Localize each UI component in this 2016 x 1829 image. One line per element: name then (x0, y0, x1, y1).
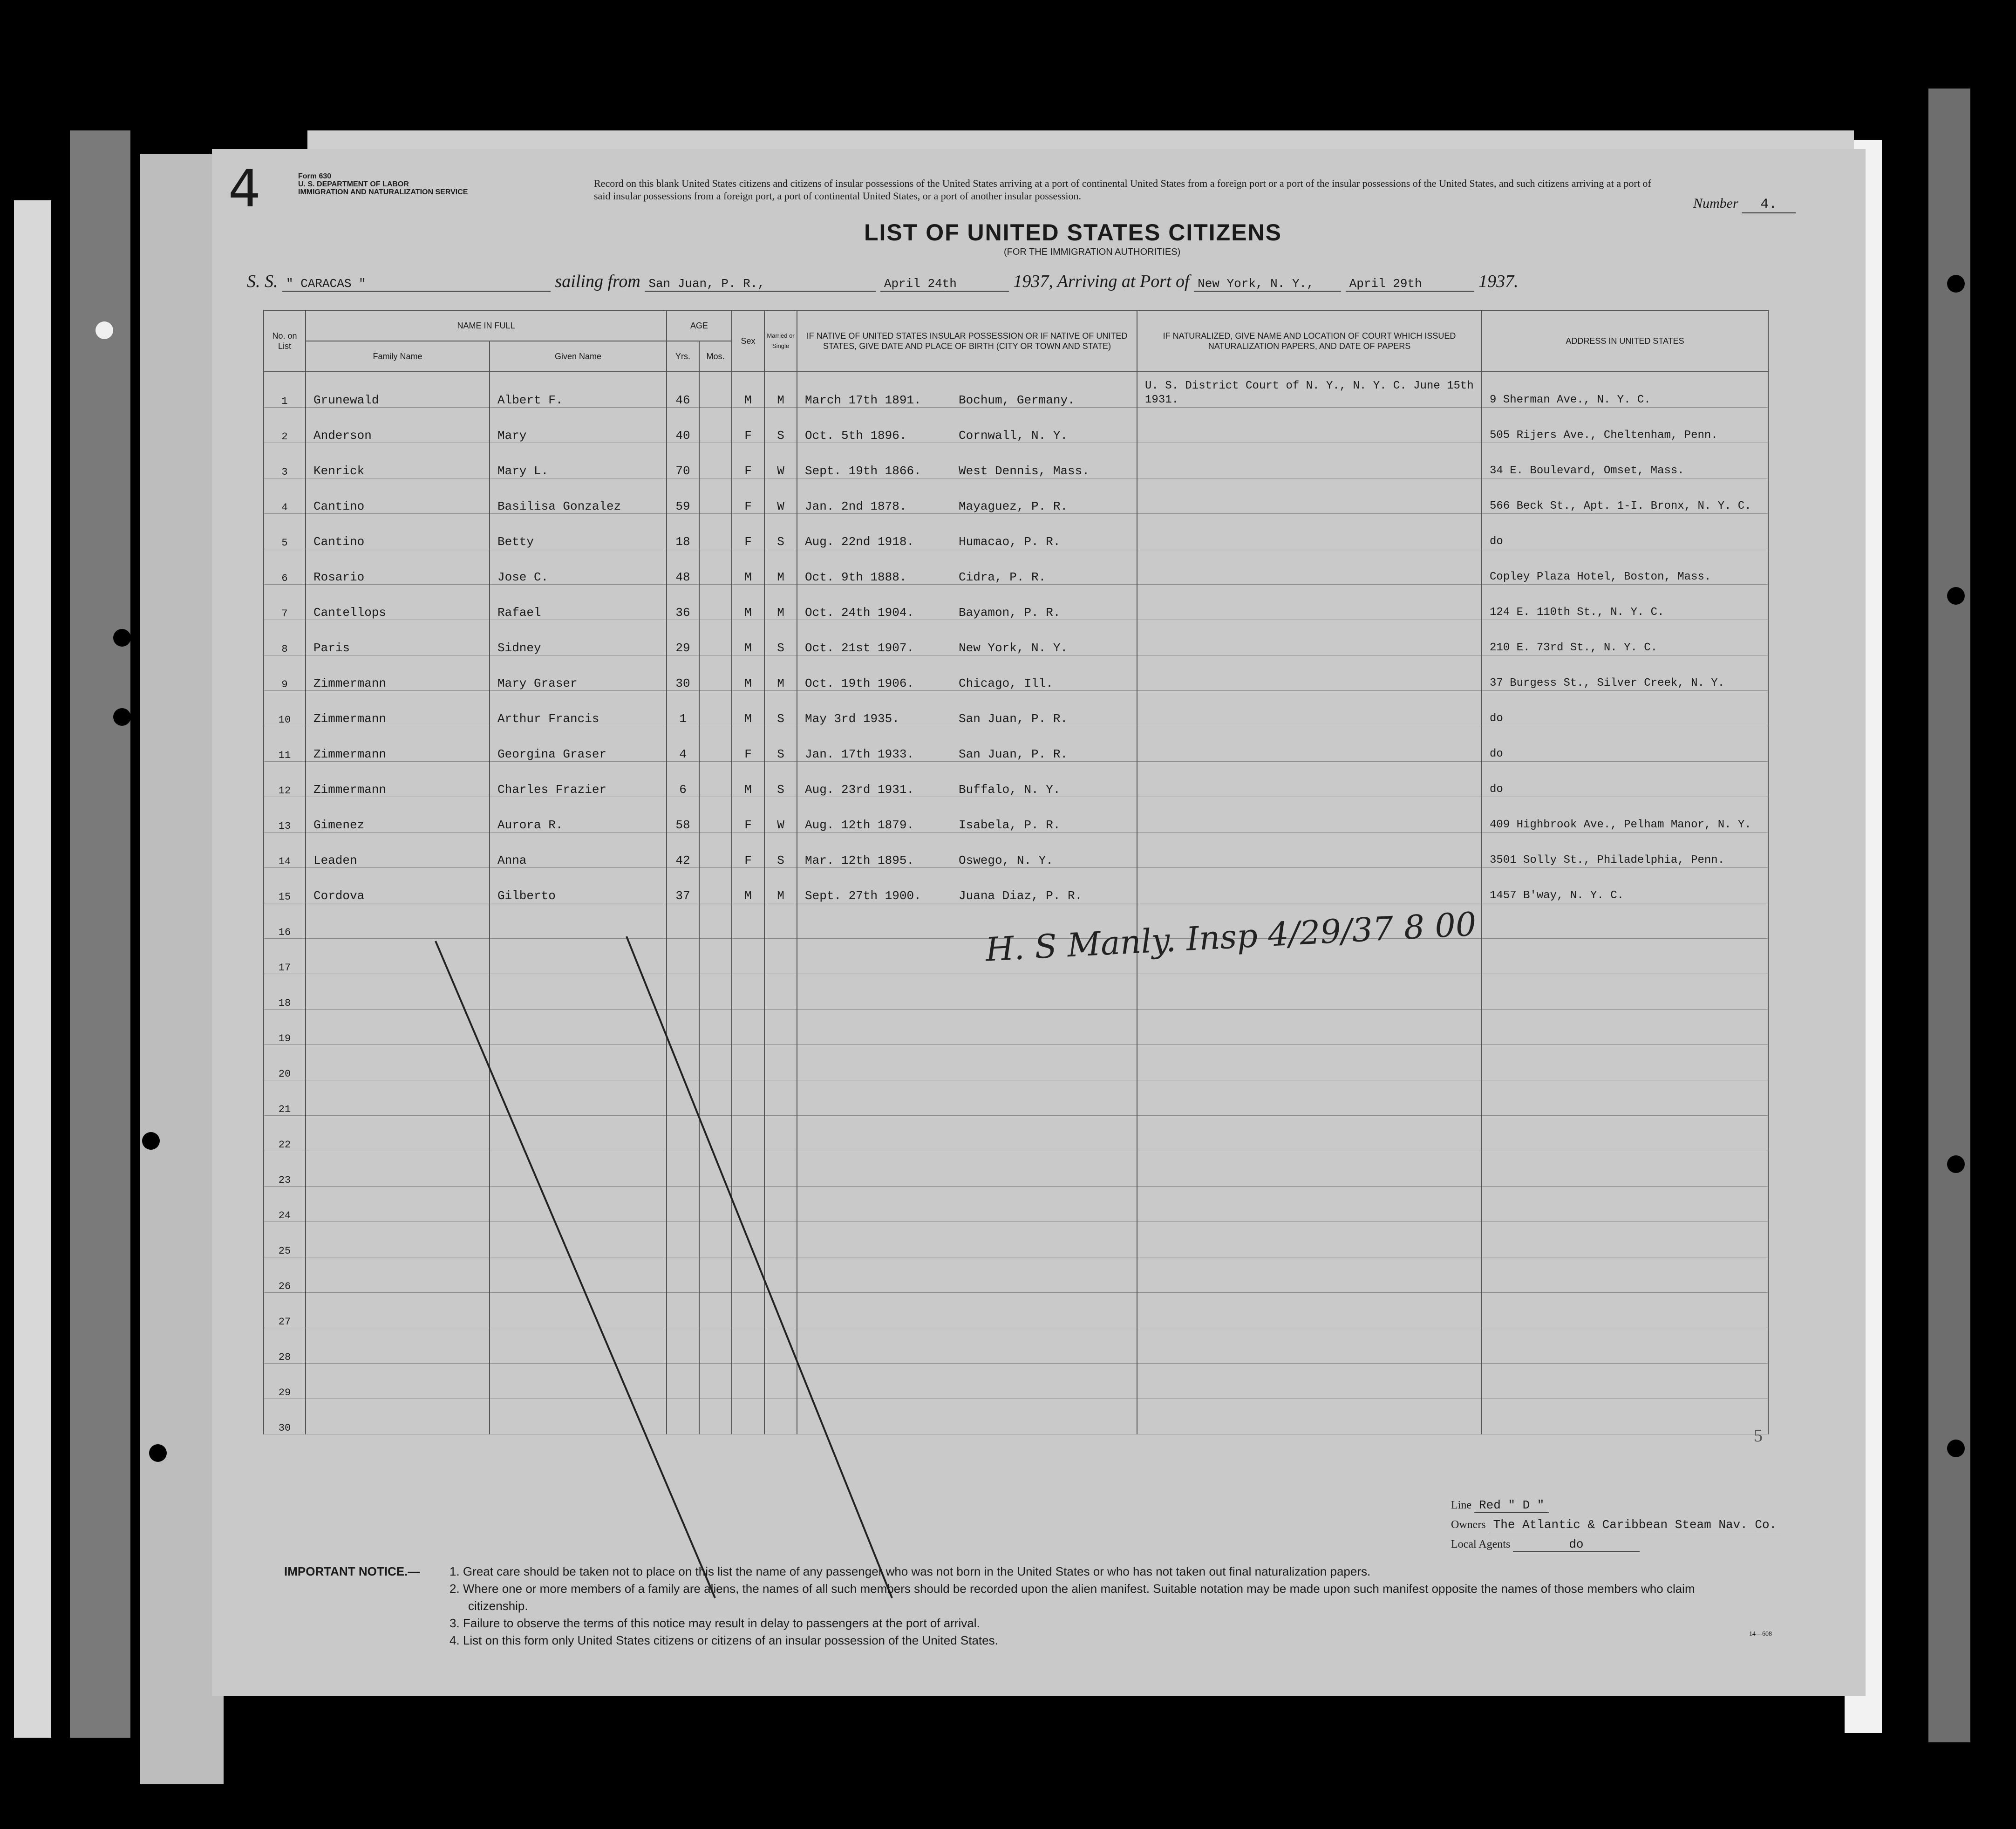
col-naturalized: IF NATURALIZED, GIVE NAME AND LOCATION OF COURT WHICH ISSUED NATURALIZATION PAPERS, AND DATE OF PAPERS (1137, 310, 1482, 372)
birth-place: Bochum, Germany. (959, 393, 1075, 407)
col-mos: Mos. (699, 341, 732, 372)
cell-no: 30 (264, 1399, 306, 1434)
cell-no: 24 (264, 1187, 306, 1222)
notice-item: 2. Where one or more members of a family are aliens, the names of all such members should be recorded upon the alien manifest. Suitable notation may be made upon such manifest opposite the names of those members who claim citizenship. (450, 1582, 1695, 1613)
owners-label: Owners (1451, 1519, 1486, 1531)
cell-no: 7 (264, 585, 306, 620)
cancel-stroke (436, 941, 715, 1598)
from-port: San Juan, P. R., (645, 277, 876, 292)
cell-ms: S (764, 726, 797, 762)
birth-place: Bayamon, P. R. (959, 606, 1061, 620)
birth-date: Oct. 19th 1906. (805, 676, 914, 690)
cell-no: 10 (264, 691, 306, 726)
cell-given: Rafael (490, 585, 667, 620)
arrive-year: 1937. (1478, 272, 1519, 291)
punch-hole (95, 321, 113, 339)
cell-sex: F (732, 797, 764, 833)
cell-ms: M (764, 372, 797, 408)
cell-yrs: 48 (667, 549, 699, 585)
cell-address: 124 E. 110th St., N. Y. C. (1482, 585, 1768, 620)
punch-hole (1947, 1155, 1965, 1173)
cell-address: 3501 Solly St., Philadelphia, Penn. (1482, 833, 1768, 868)
cell-no: 22 (264, 1116, 306, 1151)
cell-ms: S (764, 691, 797, 726)
birth-place: Mayaguez, P. R. (959, 499, 1068, 513)
col-married: Married or Single (764, 310, 797, 372)
cell-ms: M (764, 549, 797, 585)
cell-sex: F (732, 514, 764, 549)
notice-item: 3. Failure to observe the terms of this notice may result in delay to passengers at the port of arrival. (450, 1616, 980, 1630)
cell-address: 505 Rijers Ave., Cheltenham, Penn. (1482, 408, 1768, 443)
cell-ms: W (764, 797, 797, 833)
backing-sheet-right (1928, 89, 1970, 1742)
cell-address: 210 E. 73rd St., N. Y. C. (1482, 620, 1768, 655)
cell-family: Cantellops (306, 585, 490, 620)
birth-place: Buffalo, N. Y. (959, 783, 1061, 797)
cell-ms: S (764, 620, 797, 655)
birth-place: West Dennis, Mass. (959, 464, 1090, 478)
cell-address: do (1482, 726, 1768, 762)
cell-sex: M (732, 691, 764, 726)
cell-address: 409 Highbrook Ave., Pelham Manor, N. Y. (1482, 797, 1768, 833)
col-sex: Sex (732, 310, 764, 372)
ship-name: " CARACAS " (282, 277, 551, 292)
punch-hole (113, 708, 131, 726)
cell-address: 34 E. Boulevard, Omset, Mass. (1482, 443, 1768, 478)
arrive-port: New York, N. Y., (1194, 277, 1341, 292)
form-number: Form 630 (298, 172, 332, 180)
form-ref: 14—608 (1749, 1631, 1772, 1638)
birth-date: Aug. 12th 1879. (805, 818, 914, 832)
birth-date: Oct. 5th 1896. (805, 429, 907, 443)
cell-no: 25 (264, 1222, 306, 1257)
cell-given: Georgina Graser (490, 726, 667, 762)
cell-family: Leaden (306, 833, 490, 868)
cell-yrs: 59 (667, 478, 699, 514)
cell-no: 13 (264, 797, 306, 833)
cell-yrs: 36 (667, 585, 699, 620)
cell-sex: M (732, 620, 764, 655)
cell-sex: F (732, 408, 764, 443)
cell-sex: M (732, 868, 764, 903)
cancel-stroke (627, 936, 892, 1598)
cell-family: Zimmermann (306, 655, 490, 691)
number-label: Number (1693, 196, 1738, 211)
cell-family: Cantino (306, 478, 490, 514)
cell-address: Copley Plaza Hotel, Boston, Mass. (1482, 549, 1768, 585)
arriving-label: , Arriving at Port of (1049, 272, 1190, 291)
cell-address: do (1482, 691, 1768, 726)
birth-place: Chicago, Ill. (959, 676, 1053, 690)
punch-hole (149, 1444, 167, 1462)
cell-given: Arthur Francis (490, 691, 667, 726)
punch-hole (113, 629, 131, 647)
cell-family: Cantino (306, 514, 490, 549)
cell-no: 5 (264, 514, 306, 549)
cell-sex: M (732, 762, 764, 797)
depart-date: April 24th (880, 277, 1009, 292)
cell-ms: S (764, 833, 797, 868)
cell-no: 23 (264, 1151, 306, 1187)
page-number: 5 (1754, 1426, 1763, 1446)
punch-hole (142, 1132, 160, 1150)
cell-yrs: 58 (667, 797, 699, 833)
cell-yrs: 1 (667, 691, 699, 726)
birth-date: Oct. 9th 1888. (805, 570, 907, 584)
service: IMMIGRATION AND NATURALIZATION SERVICE (298, 188, 468, 196)
cell-no: 3 (264, 443, 306, 478)
cell-yrs: 4 (667, 726, 699, 762)
backing-sheet-gray (70, 130, 130, 1738)
birth-place: Juana Diaz, P. R. (959, 889, 1083, 903)
cell-no: 11 (264, 726, 306, 762)
form-title: LIST OF UNITED STATES CITIZENS (864, 219, 1282, 246)
cell-sex: M (732, 549, 764, 585)
birth-place: Humacao, P. R. (959, 535, 1061, 549)
cell-sex: F (732, 478, 764, 514)
birth-date: March 17th 1891. (805, 393, 921, 407)
cell-yrs: 70 (667, 443, 699, 478)
cell-given: Basilisa Gonzalez (490, 478, 667, 514)
cell-given: Anna (490, 833, 667, 868)
inspector-signature: H. S Manly. Insp 4/29/37 8 00 (984, 905, 1478, 969)
cell-address: do (1482, 514, 1768, 549)
birth-date: Aug. 22nd 1918. (805, 535, 914, 549)
notice-label: IMPORTANT NOTICE.— (284, 1564, 420, 1578)
birth-date: Oct. 24th 1904. (805, 606, 914, 620)
cell-yrs: 18 (667, 514, 699, 549)
cell-no: 18 (264, 974, 306, 1010)
cell-address: 1457 B'way, N. Y. C. (1482, 868, 1768, 903)
number-value: 4. (1742, 197, 1796, 213)
cell-nat: U. S. District Court of N. Y., N. Y. C. June 15th 1931. (1137, 372, 1482, 408)
cell-given: Mary (490, 408, 667, 443)
backing-sheet-light (140, 154, 224, 1784)
cell-given: Albert F. (490, 372, 667, 408)
cell-no: 27 (264, 1293, 306, 1328)
cell-no: 4 (264, 478, 306, 514)
cell-yrs: 6 (667, 762, 699, 797)
line-value: Red " D " (1474, 1498, 1549, 1513)
cell-no: 28 (264, 1328, 306, 1364)
cell-given: Jose C. (490, 549, 667, 585)
col-age: AGE (667, 310, 732, 341)
arrive-date: April 29th (1346, 277, 1474, 292)
form-marker: 4 (228, 159, 261, 218)
cell-no: 12 (264, 762, 306, 797)
col-given: Given Name (490, 341, 667, 372)
cell-family: Cordova (306, 868, 490, 903)
cell-family: Gimenez (306, 797, 490, 833)
department: U. S. DEPARTMENT OF LABOR (298, 180, 409, 188)
agents-value: do (1513, 1537, 1639, 1552)
cell-address: 9 Sherman Ave., N. Y. C. (1482, 372, 1768, 408)
cell-address: do (1482, 762, 1768, 797)
cell-ms: M (764, 868, 797, 903)
depart-year: 1937 (1013, 272, 1049, 291)
birth-place: Cornwall, N. Y. (959, 429, 1068, 443)
cell-sex: F (732, 443, 764, 478)
col-no: No. on List (264, 310, 306, 372)
birth-place: Isabela, P. R. (959, 818, 1061, 832)
col-family: Family Name (306, 341, 490, 372)
cell-given: Mary L. (490, 443, 667, 478)
cell-family: Zimmermann (306, 691, 490, 726)
cell-ms: M (764, 585, 797, 620)
birth-date: May 3rd 1935. (805, 712, 899, 726)
cancel-strokes (212, 149, 1866, 1696)
cell-sex: M (732, 655, 764, 691)
cell-yrs: 29 (667, 620, 699, 655)
form-subtitle: (FOR THE IMMIGRATION AUTHORITIES) (1004, 247, 1181, 257)
cell-ms: W (764, 443, 797, 478)
cell-no: 29 (264, 1364, 306, 1399)
cell-no: 6 (264, 549, 306, 585)
cell-family: Kenrick (306, 443, 490, 478)
punch-hole (1947, 275, 1965, 293)
cell-given: Charles Frazier (490, 762, 667, 797)
cell-ms: S (764, 762, 797, 797)
punch-hole (1947, 587, 1965, 605)
important-notice (284, 1563, 1728, 1649)
cell-no: 9 (264, 655, 306, 691)
cell-no: 8 (264, 620, 306, 655)
cell-no: 21 (264, 1080, 306, 1116)
cell-no: 26 (264, 1257, 306, 1293)
cell-no: 15 (264, 868, 306, 903)
col-address: ADDRESS IN UNITED STATES (1482, 310, 1768, 372)
birth-date: Jan. 17th 1933. (805, 747, 914, 761)
cell-sex: F (732, 726, 764, 762)
birth-place: San Juan, P. R. (959, 712, 1068, 726)
birth-date: Mar. 12th 1895. (805, 853, 914, 867)
ss-label: S. S. (247, 272, 278, 291)
cell-no: 1 (264, 372, 306, 408)
cell-address: 566 Beck St., Apt. 1-I. Bronx, N. Y. C. (1482, 478, 1768, 514)
cell-given: Aurora R. (490, 797, 667, 833)
cell-no: 17 (264, 939, 306, 974)
cell-no: 2 (264, 408, 306, 443)
col-name-in-full: NAME IN FULL (306, 310, 667, 341)
birth-date: Oct. 21st 1907. (805, 641, 914, 655)
birth-place: San Juan, P. R. (959, 747, 1068, 761)
cell-given: Gilberto (490, 868, 667, 903)
manifest-form (212, 149, 1866, 1696)
cell-family: Zimmermann (306, 726, 490, 762)
cell-family: Zimmermann (306, 762, 490, 797)
cell-family: Grunewald (306, 372, 490, 408)
notice-item: 4. List on this form only United States citizens or citizens of an insular possession of the United States. (450, 1633, 998, 1647)
birth-place: Oswego, N. Y. (959, 853, 1053, 867)
cell-family: Paris (306, 620, 490, 655)
cell-yrs: 46 (667, 372, 699, 408)
cell-ms: S (764, 514, 797, 549)
cell-family: Anderson (306, 408, 490, 443)
form-instructions: Record on this blank United States citizens and citizens of insular possessions of the United States arriving at a port of continental United States from a foreign port or a port of the insular possessions of the United States, and such citizens arriving at a port of said insular possessions from a foreign port, a port of continental United States, or a port of another insular possession. (594, 177, 1651, 202)
cell-given: Sidney (490, 620, 667, 655)
cell-ms: W (764, 478, 797, 514)
cell-no: 14 (264, 833, 306, 868)
cell-yrs: 42 (667, 833, 699, 868)
cell-family: Rosario (306, 549, 490, 585)
col-birth: IF NATIVE OF UNITED STATES INSULAR POSSESSION OR IF NATIVE OF UNITED STATES, GIVE DATE AND PLACE OF BIRTH (CITY OR TOWN AND STATE) (797, 310, 1137, 372)
carrier-info (1451, 1495, 1781, 1554)
birth-date: Sept. 27th 1900. (805, 889, 921, 903)
cell-yrs: 37 (667, 868, 699, 903)
birth-place: New York, N. Y. (959, 641, 1068, 655)
birth-date: Sept. 19th 1866. (805, 464, 921, 478)
cell-no: 19 (264, 1010, 306, 1045)
cell-yrs: 40 (667, 408, 699, 443)
cell-given: Betty (490, 514, 667, 549)
cell-given: Mary Graser (490, 655, 667, 691)
sailing-label: sailing from (555, 272, 640, 291)
backing-sheet-left (14, 200, 51, 1738)
cell-yrs: 30 (667, 655, 699, 691)
punch-hole (1947, 1440, 1965, 1457)
cell-sex: M (732, 585, 764, 620)
col-yrs: Yrs. (667, 341, 699, 372)
cell-no: 20 (264, 1045, 306, 1080)
cell-ms: M (764, 655, 797, 691)
birth-date: Jan. 2nd 1878. (805, 499, 907, 513)
birth-date: Aug. 23rd 1931. (805, 783, 914, 797)
owners-value: The Atlantic & Caribbean Steam Nav. Co. (1489, 1518, 1782, 1532)
cell-sex: M (732, 372, 764, 408)
notice-item: 1. Great care should be taken not to place on this list the name of any passenger who was not born in the United States or who has not taken out final naturalization papers. (450, 1564, 1371, 1578)
cell-sex: F (732, 833, 764, 868)
cell-ms: S (764, 408, 797, 443)
line-label: Line (1451, 1499, 1471, 1511)
cell-no: 16 (264, 903, 306, 939)
birth-place: Cidra, P. R. (959, 570, 1046, 584)
cell-address: 37 Burgess St., Silver Creek, N. Y. (1482, 655, 1768, 691)
agents-label: Local Agents (1451, 1538, 1511, 1550)
